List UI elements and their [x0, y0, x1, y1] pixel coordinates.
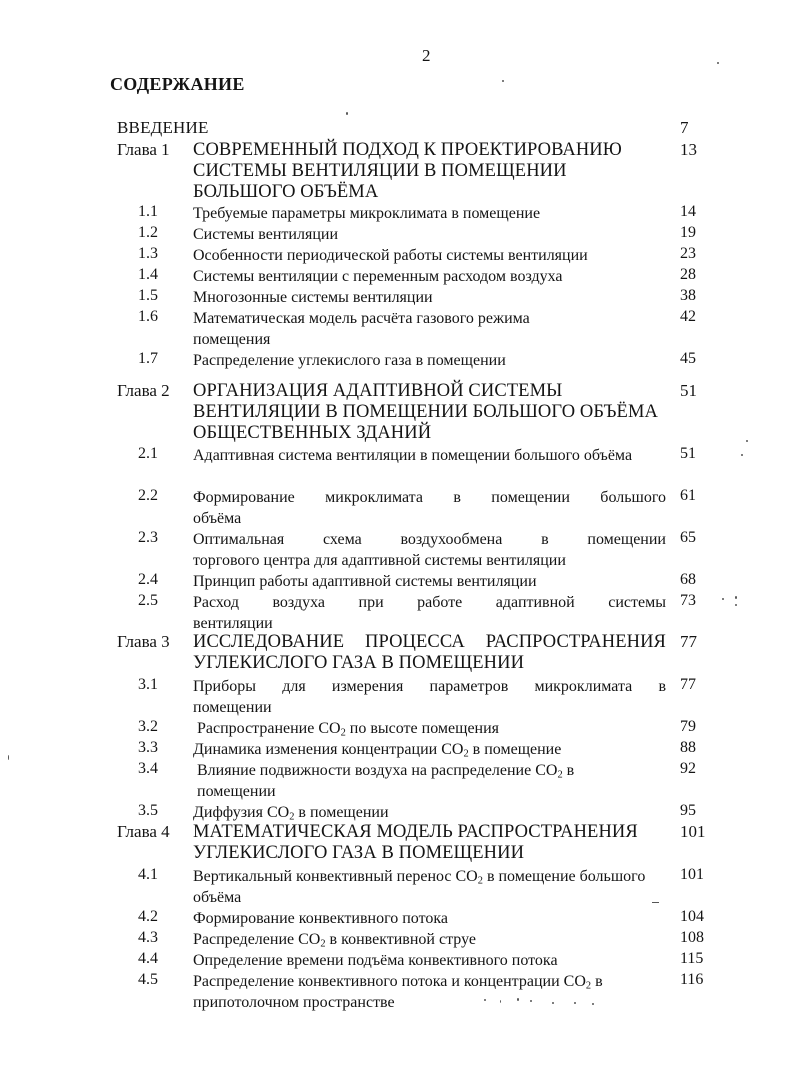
chapter-title: ИССЛЕДОВАНИЕ ПРОЦЕССА РАСПРОСТРАНЕНИЯ УГЛЕКИСЛОГО ГАЗА В ПОМЕЩЕНИИ: [193, 632, 666, 673]
section-number: 3.5: [138, 802, 158, 819]
section-number: 4.2: [138, 908, 158, 925]
section-page: 104: [680, 908, 704, 925]
section-title: Распределение конвективного потока и концентрации $СО_2$ в припотолочном пространстве: [193, 973, 603, 1011]
section-title: Системы вентиляции с переменным расходом воздуха: [193, 268, 563, 285]
section-number: 3.3: [138, 739, 158, 756]
section-number: 2.3: [138, 529, 158, 546]
section-page: 19: [680, 224, 696, 241]
chapter-title: СОВРЕМЕННЫЙ ПОДХОД К ПРОЕКТИРОВАНИЮ СИСТЕМЫ ВЕНТИЛЯЦИИ В ПОМЕЩЕНИИ БОЛЬШОГО ОБЪЁМА: [193, 140, 622, 202]
section-page: 73: [680, 592, 696, 609]
section-page: 88: [680, 739, 696, 756]
section-page: 68: [680, 571, 696, 588]
section-page: 65: [680, 529, 696, 546]
section-title: Формирование конвективного потока: [193, 910, 449, 927]
section-title: Математическая модель расчёта газового режима помещения: [193, 310, 530, 348]
section-title: Оптимальная схема воздухообмена в помещении торгового центра для адаптивной системы вентиляции: [193, 531, 666, 569]
section-number: 3.2: [138, 718, 158, 735]
section-number: 4.3: [138, 929, 158, 946]
section-title: Особенности периодической работы системы вентиляции: [193, 247, 588, 264]
section-number: 4.1: [138, 866, 158, 883]
section-title: Системы вентиляции: [193, 226, 339, 243]
section-number: 1.2: [138, 224, 158, 241]
section-page: 42: [680, 308, 696, 325]
section-page: 51: [680, 445, 696, 462]
section-title-line: Оптимальная схема воздухообмена в помещении: [193, 531, 666, 548]
section-page: 61: [680, 487, 696, 504]
chapter-label: Глава 4: [117, 822, 170, 841]
section-title: Принцип работы адаптивной системы вентиляции: [193, 573, 537, 590]
section-title-line: Расход воздуха при работе адаптивной системы: [193, 594, 666, 611]
chapter-label: Глава 1: [117, 140, 170, 159]
section-page: 77: [680, 676, 696, 693]
section-title: Диффузия $СО_2$ в помещении: [193, 804, 389, 823]
section-number: 1.5: [138, 287, 158, 304]
intro-page: 7: [680, 118, 689, 137]
section-title: Многозонные системы вентиляции: [193, 289, 433, 306]
section-title: Вертикальный конвективный перенос $СО_2$ в помещение большого объёма: [193, 868, 646, 906]
section-number: 1.7: [138, 350, 158, 367]
section-number: 1.4: [138, 266, 158, 283]
chapter-title: ОРГАНИЗАЦИЯ АДАПТИВНОЙ СИСТЕМЫ ВЕНТИЛЯЦИИ В ПОМЕЩЕНИИ БОЛЬШОГО ОБЪЁМА ОБЩЕСТВЕННЫХ ЗДАНИЙ: [193, 381, 658, 443]
section-number: 1.6: [138, 308, 158, 325]
section-page: 79: [680, 718, 696, 735]
section-page: 95: [680, 802, 696, 819]
section-page: 28: [680, 266, 696, 283]
section-number: 4.4: [138, 950, 158, 967]
section-title: Определение времени подъёма конвективного потока: [193, 952, 558, 969]
chapter-page: 77: [680, 632, 697, 651]
section-number: 3.1: [138, 676, 158, 693]
chapter-page: 51: [680, 381, 697, 400]
section-title: Приборы для измерения параметров микроклимата в помещении: [193, 678, 666, 716]
section-number: 1.3: [138, 245, 158, 262]
page-number: 2: [422, 46, 431, 65]
section-title-line: Формирование микроклимата в помещении большого: [193, 489, 666, 506]
section-page: 115: [680, 950, 704, 967]
section-number: 3.4: [138, 760, 158, 777]
intro-label: ВВЕДЕНИЕ: [117, 118, 209, 137]
section-title: Адаптивная система вентиляции в помещении большого объёма: [193, 447, 633, 464]
section-number: 2.2: [138, 487, 158, 504]
section-page: 23: [680, 245, 696, 262]
section-title: Распределение $СО_2$ в конвективной струе: [193, 931, 476, 950]
section-number: 1.1: [138, 203, 158, 220]
section-number: 2.1: [138, 445, 158, 462]
section-page: 116: [680, 971, 704, 988]
chapter-page: 13: [680, 140, 697, 159]
section-title: Влияние подвижности воздуха на распределение $СО_2$ в помещении: [197, 762, 575, 800]
section-title: Распределение углекислого газа в помещении: [193, 352, 506, 369]
section-title: Распространение $СО_2$ по высоте помещения: [197, 720, 500, 739]
chapter-label: Глава 2: [117, 381, 170, 400]
section-page: 38: [680, 287, 696, 304]
section-page: 92: [680, 760, 696, 777]
section-page: 101: [680, 866, 704, 883]
section-title: Расход воздуха при работе адаптивной системы вентиляции: [193, 594, 666, 632]
chapter-title: МАТЕМАТИЧЕСКАЯ МОДЕЛЬ РАСПРОСТРАНЕНИЯ УГЛЕКИСЛОГО ГАЗА В ПОМЕЩЕНИИ: [193, 822, 638, 863]
section-title: Динамика изменения концентрации $СО_2$ в помещение: [193, 741, 562, 760]
section-page: 45: [680, 350, 696, 367]
chapter-page: 101: [680, 822, 706, 841]
section-number: 4.5: [138, 971, 158, 988]
section-page: 14: [680, 203, 696, 220]
chapter-label: Глава 3: [117, 632, 170, 651]
section-number: 2.4: [138, 571, 158, 588]
chapter-title-line: ИССЛЕДОВАНИЕ ПРОЦЕССА РАСПРОСТРАНЕНИЯ: [193, 632, 666, 652]
section-title-line: Приборы для измерения параметров микроклимата в: [193, 678, 666, 695]
section-page: 108: [680, 929, 704, 946]
toc-heading: СОДЕРЖАНИЕ: [110, 74, 245, 94]
section-title: Формирование микроклимата в помещении большого объёма: [193, 489, 666, 527]
section-title: Требуемые параметры микроклимата в помещение: [193, 205, 541, 222]
section-number: 2.5: [138, 592, 158, 609]
